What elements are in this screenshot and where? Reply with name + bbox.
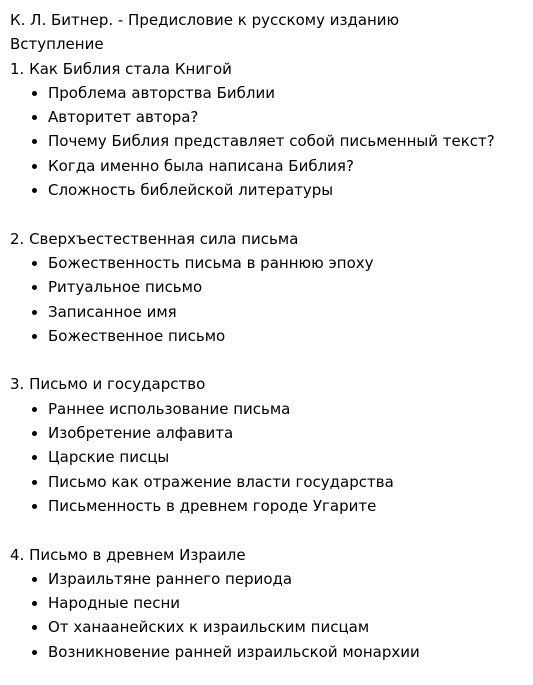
bullet-icon: [32, 139, 37, 144]
bullet-icon: [32, 455, 37, 460]
chapter-title: 4. Письмо в древнем Израиле: [10, 545, 246, 564]
chapter-title: 3. Письмо и государство: [10, 375, 206, 394]
list-item-text: Почему Библия представляет собой письменный текст?: [48, 132, 495, 151]
list-item-text: Проблема авторства Библии: [48, 83, 275, 102]
bullet-icon: [32, 601, 37, 606]
list-item: [10, 105, 533, 129]
list-item-text: Изобретение алфавита: [48, 424, 234, 443]
chapter-items: [10, 567, 533, 664]
list-item: [10, 154, 533, 178]
list-item-text: Израильтяне раннего периода: [48, 569, 293, 588]
list-item: [10, 445, 533, 469]
bullet-icon: [32, 650, 37, 655]
bullet-icon: [32, 164, 37, 169]
list-item: [10, 470, 533, 494]
list-item-text: Записанное имя: [48, 302, 177, 321]
chapter-title: 2. Сверхъестественная сила письма: [10, 229, 299, 248]
list-item: [10, 300, 533, 324]
list-item: [10, 421, 533, 445]
list-item: [10, 81, 533, 105]
bullet-icon: [32, 480, 37, 485]
list-item-text: Божественность письма в раннюю эпоху: [48, 253, 374, 272]
intro-line: Вступление: [10, 35, 104, 54]
list-item: [10, 615, 533, 639]
bullet-icon: [32, 310, 37, 315]
spacer: [10, 202, 533, 226]
list-item: [10, 591, 533, 615]
list-item: [10, 129, 533, 153]
spacer: [10, 518, 533, 542]
bullet-icon: [32, 188, 37, 193]
list-item-text: Царские писцы: [48, 448, 170, 467]
list-item: [10, 494, 533, 518]
bullet-icon: [32, 115, 37, 120]
spacer: [10, 348, 533, 372]
list-item: [10, 251, 533, 275]
list-item-text: Письменность в древнем городе Угарите: [48, 496, 377, 515]
chapter-items: [10, 251, 533, 348]
bullet-icon: [32, 334, 37, 339]
list-item-text: Божественное письмо: [48, 326, 226, 345]
bullet-icon: [32, 504, 37, 509]
bullet-icon: [32, 625, 37, 630]
list-item-text: Письмо как отражение власти государства: [48, 472, 394, 491]
list-item: [10, 567, 533, 591]
list-item-text: От ханаанейских к израильским писцам: [48, 618, 370, 637]
list-item: [10, 640, 533, 664]
bullet-icon: [32, 285, 37, 290]
bullet-icon: [32, 261, 37, 266]
list-item: [10, 324, 533, 348]
bullet-icon: [32, 407, 37, 412]
list-item: [10, 178, 533, 202]
list-item-text: Народные песни: [48, 594, 181, 613]
list-item-text: Раннее использование письма: [48, 399, 291, 418]
list-item-text: Ритуальное письмо: [48, 278, 203, 297]
list-item: [10, 275, 533, 299]
bullet-icon: [32, 91, 37, 96]
list-item-text: Возникновение ранней израильской монархии: [48, 642, 420, 661]
bullet-icon: [32, 431, 37, 436]
list-item-text: Сложность библейской литературы: [48, 181, 334, 200]
list-item-text: Авторитет автора?: [48, 108, 199, 127]
preface-line: К. Л. Битнер. - Предисловие к русскому изданию: [10, 11, 400, 29]
list-item-text: Когда именно была написана Библия?: [48, 156, 354, 175]
list-item: [10, 397, 533, 421]
bullet-icon: [32, 577, 37, 582]
chapter-items: [10, 81, 533, 202]
chapter-title: 1. Как Библия стала Книгой: [10, 59, 232, 78]
chapter-items: [10, 397, 533, 518]
